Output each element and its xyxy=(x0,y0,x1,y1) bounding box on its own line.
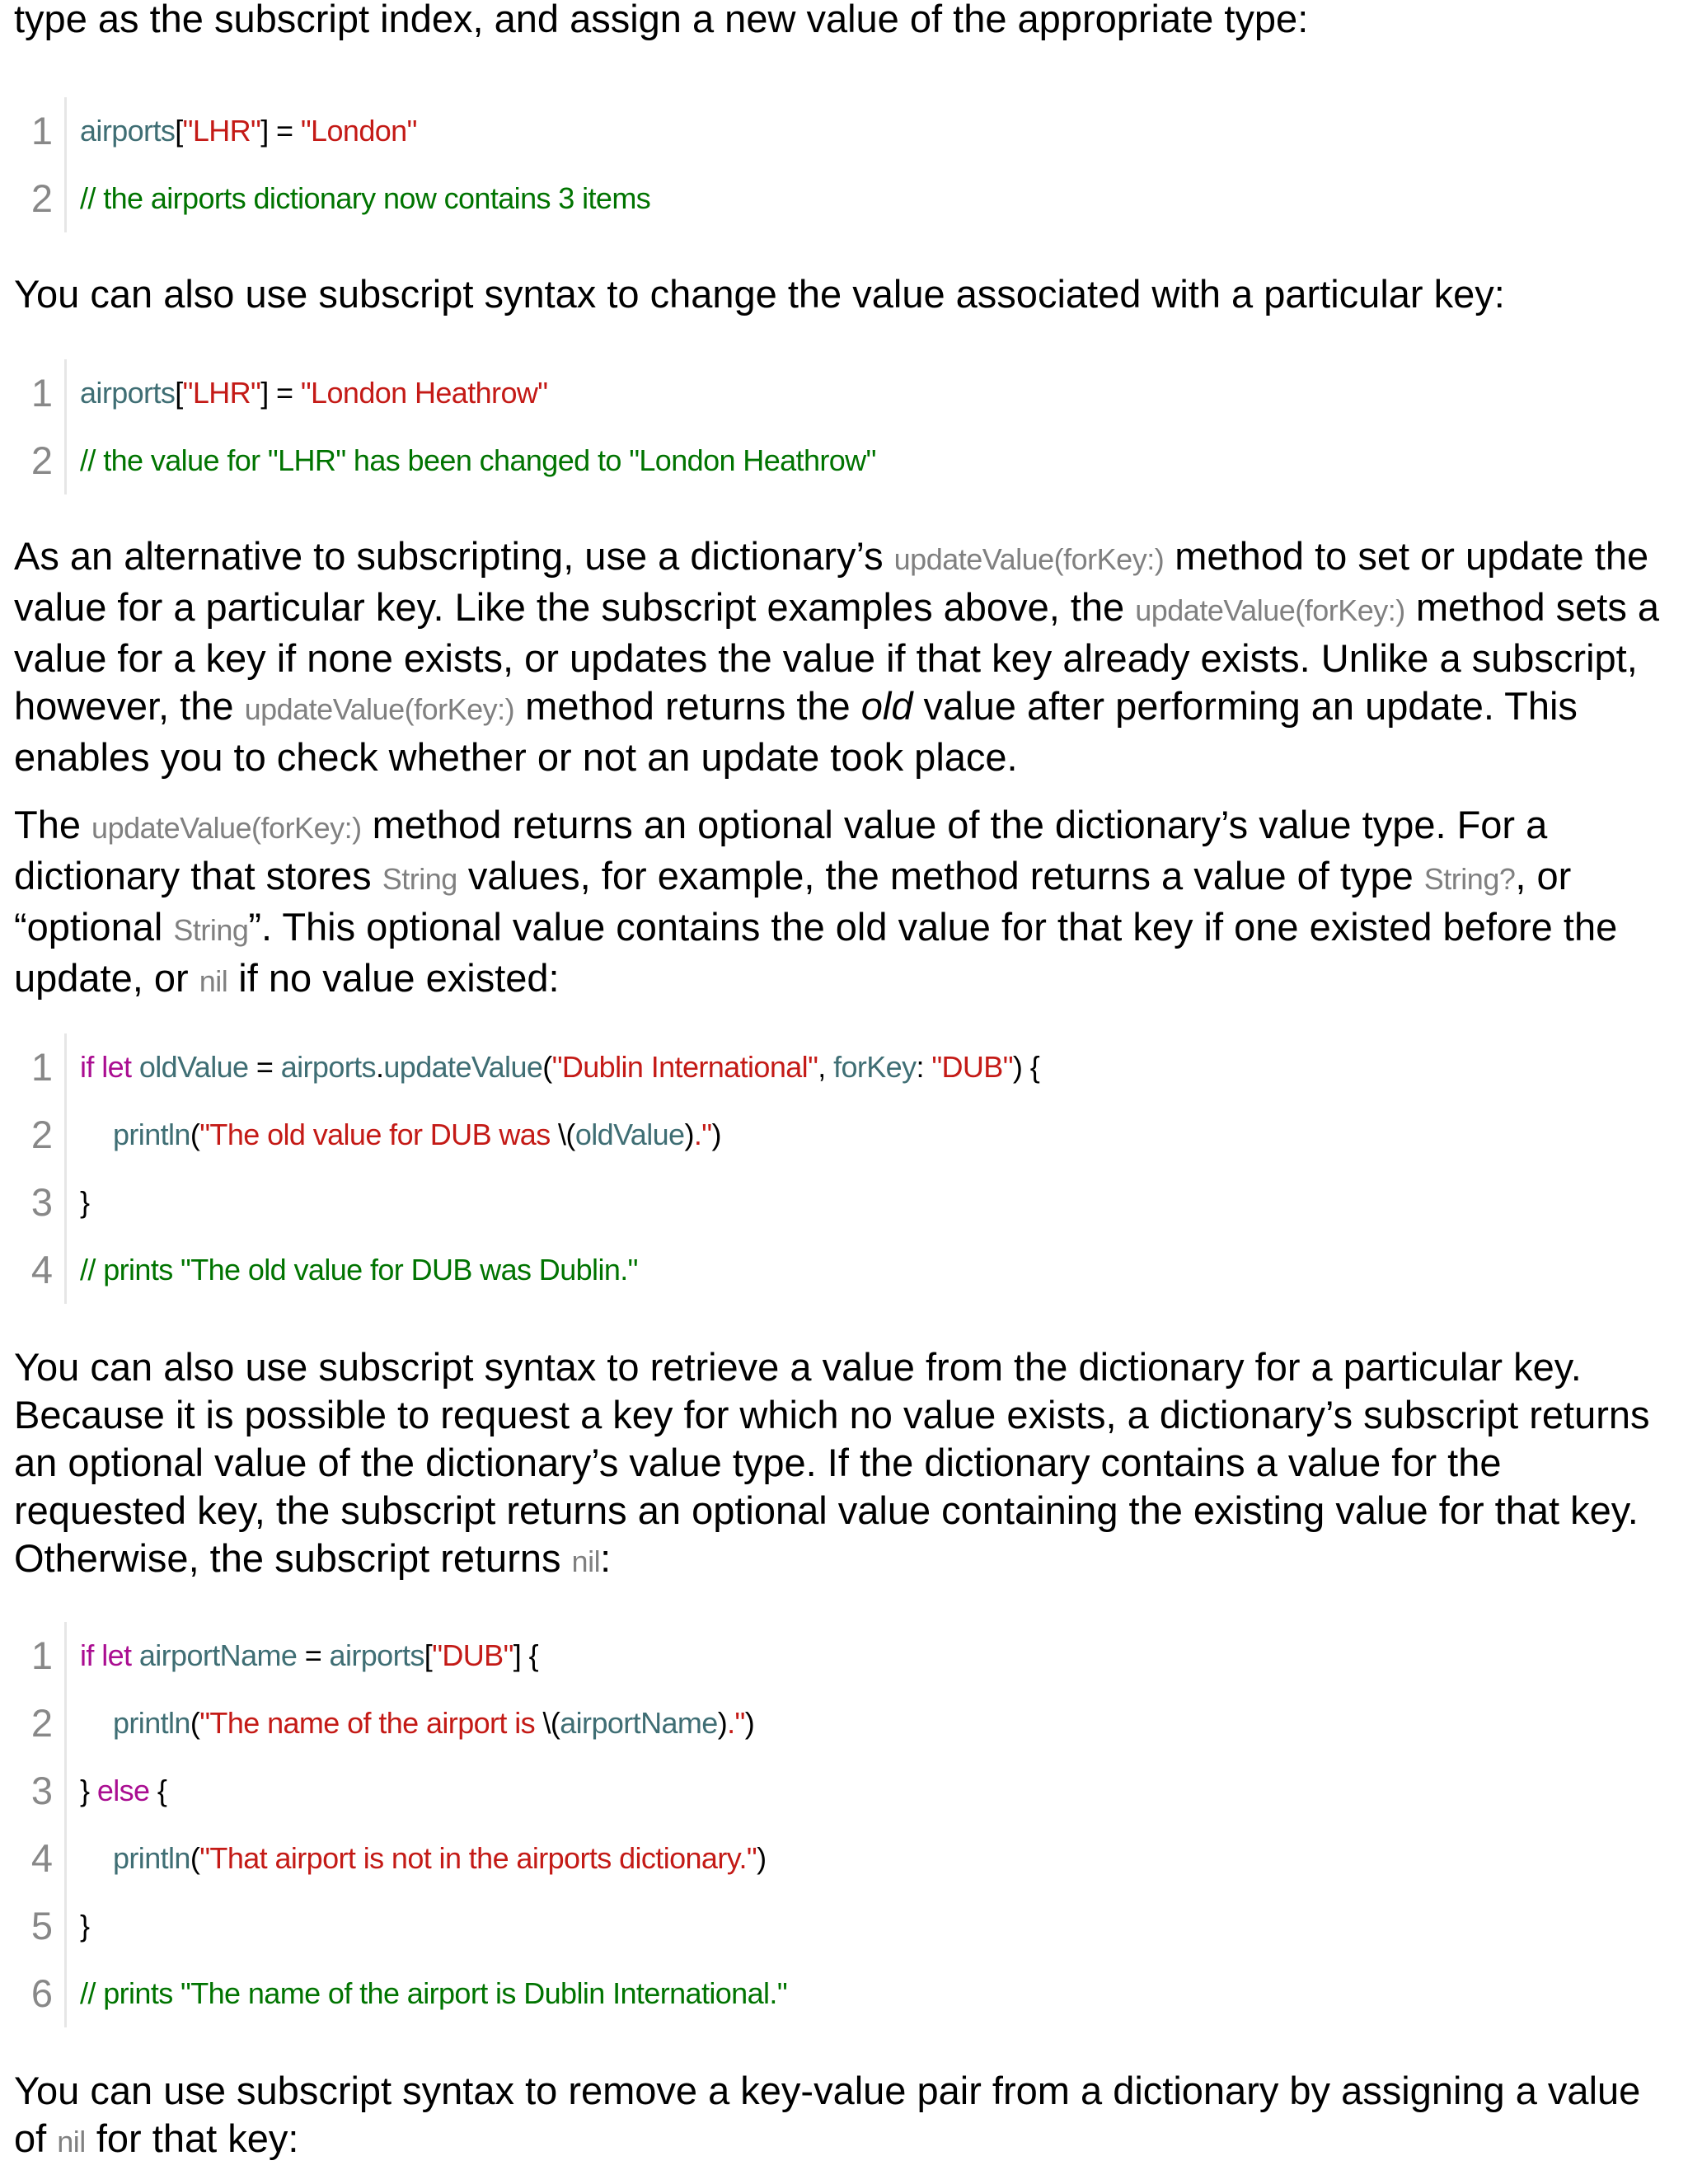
code-token: ) xyxy=(684,1118,694,1151)
code-token: oldValue xyxy=(574,1118,685,1151)
code-token: airportName xyxy=(560,1706,718,1740)
code-token: { xyxy=(149,1774,167,1807)
code-token: ) xyxy=(744,1706,755,1740)
code-line xyxy=(26,1622,787,1690)
line-number: 6 xyxy=(26,1960,67,2027)
text-run: : xyxy=(600,1536,612,1580)
paragraph-remove-pair xyxy=(14,2067,1675,2166)
code-text xyxy=(67,1976,787,2011)
code-block-4 xyxy=(26,1622,787,2027)
code-token: oldValue xyxy=(138,1050,249,1084)
code-token: [ xyxy=(175,376,183,410)
code-block-1 xyxy=(26,97,650,232)
code-token: "That airport is not in the airports dictionary." xyxy=(199,1841,757,1875)
inline-code: String xyxy=(173,913,249,947)
text-run: method to set or update the value for a particular key. Like the subscript examples above, the xyxy=(14,534,1649,629)
text-run: for that key: xyxy=(85,2116,299,2160)
code-token: airports xyxy=(329,1638,424,1672)
code-token: ) xyxy=(711,1118,721,1151)
paragraph-change-value: You can also use subscript syntax to change the value associated with a particular key: xyxy=(14,272,1505,316)
code-text xyxy=(67,443,876,478)
code-token: ) { xyxy=(1012,1050,1040,1084)
code-line xyxy=(26,1690,787,1757)
code-token: ] { xyxy=(513,1638,539,1672)
code-text xyxy=(67,376,547,410)
line-number: 4 xyxy=(26,1825,67,1892)
code-text xyxy=(67,1774,166,1808)
text-run: values, for example, the method returns a value of type xyxy=(457,854,1424,898)
inline-code: nil xyxy=(57,2125,86,2158)
code-token: : xyxy=(916,1050,932,1084)
line-number: 5 xyxy=(26,1892,67,1960)
code-token: if let xyxy=(80,1050,139,1084)
line-number: 1 xyxy=(26,359,67,427)
code-token: ." xyxy=(727,1706,745,1740)
inline-code: nil xyxy=(199,964,228,998)
code-text xyxy=(67,1185,89,1220)
code-text xyxy=(67,1118,721,1152)
code-token: ) xyxy=(717,1706,728,1740)
code-token: ( xyxy=(190,1841,200,1875)
text-run: value after performing an update. This enables you to check whether or not an update took place. xyxy=(14,684,1578,779)
text-run: if no value existed: xyxy=(227,956,560,1000)
code-token: } xyxy=(80,1909,90,1943)
code-token: \( xyxy=(558,1118,575,1151)
paragraph-intro: type as the subscript index, and assign a new value of the appropriate type: xyxy=(14,0,1309,40)
code-block-2 xyxy=(26,359,876,494)
code-token: "London Heathrow" xyxy=(300,376,548,410)
code-line xyxy=(26,165,650,232)
inline-code: updateValue(forKey:) xyxy=(91,811,362,845)
code-token: airportName xyxy=(138,1638,298,1672)
code-block-3 xyxy=(26,1033,1039,1304)
text-run: , or “optional xyxy=(14,854,1572,949)
line-number: 1 xyxy=(26,1033,67,1101)
code-token: println xyxy=(113,1118,190,1151)
code-text xyxy=(67,1050,1039,1085)
code-token: // the value for "LHR" has been changed to "London Heathrow" xyxy=(80,443,876,477)
emphasis-text: old xyxy=(860,684,913,728)
code-token: "LHR" xyxy=(182,376,261,410)
code-token: = xyxy=(248,1050,281,1084)
inline-code: updateValue(forKey:) xyxy=(244,692,515,726)
code-text xyxy=(67,1638,538,1673)
text-run: method sets a value for a key if none exists, or updates the value if that key already exists. Unlike a subscript, however, the xyxy=(14,585,1660,728)
code-token: println xyxy=(113,1841,190,1875)
paragraph-retrieve-value xyxy=(14,1343,1675,1586)
line-number: 2 xyxy=(26,427,67,494)
code-token: forKey xyxy=(833,1050,917,1084)
code-line xyxy=(26,1960,787,2027)
code-token: "The name of the airport is xyxy=(199,1706,543,1740)
inline-code: updateValue(forKey:) xyxy=(1135,593,1405,627)
inline-code: String? xyxy=(1423,862,1516,896)
code-text xyxy=(67,1909,89,1943)
code-token: . xyxy=(375,1050,384,1084)
text-run: method returns an optional value of the dictionary’s value type. For a dictionary that stores xyxy=(14,803,1548,898)
code-text xyxy=(67,1841,766,1876)
code-text xyxy=(67,181,650,216)
text-run: You can use subscript syntax to remove a key-value pair from a dictionary by assigning a value of xyxy=(14,2069,1641,2160)
code-token: "LHR" xyxy=(182,114,261,148)
code-text xyxy=(67,114,417,148)
line-number: 3 xyxy=(26,1169,67,1236)
text-run: The xyxy=(14,803,92,846)
code-token: ] = xyxy=(260,114,301,148)
line-number: 3 xyxy=(26,1757,67,1825)
code-token: if let xyxy=(80,1638,139,1672)
code-token: [ xyxy=(424,1638,433,1672)
code-token: ( xyxy=(190,1118,200,1151)
code-line xyxy=(26,359,876,427)
code-token: else xyxy=(96,1774,150,1807)
code-line xyxy=(26,1101,1039,1169)
line-number: 1 xyxy=(26,1622,67,1690)
code-token: "London" xyxy=(300,114,417,148)
code-token: // the airports dictionary now contains 3 items xyxy=(80,181,651,215)
code-text xyxy=(67,1706,754,1741)
code-token: println xyxy=(113,1706,190,1740)
code-line xyxy=(26,427,876,494)
line-number: 2 xyxy=(26,1101,67,1169)
inline-code: nil xyxy=(571,1544,601,1578)
code-token: ." xyxy=(693,1118,712,1151)
code-line xyxy=(26,1033,1039,1101)
inline-code: String xyxy=(382,862,457,896)
code-token: // prints "The old value for DUB was Dublin." xyxy=(80,1253,638,1286)
text-run: ”. This optional value contains the old value for that key if one existed before the update, or xyxy=(14,905,1618,1000)
paragraph-update-value xyxy=(14,532,1675,781)
code-line xyxy=(26,1757,787,1825)
inline-code: updateValue(forKey:) xyxy=(893,542,1165,576)
code-token: airports xyxy=(280,1050,376,1084)
line-number: 2 xyxy=(26,165,67,232)
code-token: [ xyxy=(175,114,183,148)
code-token: "The old value for DUB was xyxy=(199,1118,559,1151)
line-number: 2 xyxy=(26,1690,67,1757)
code-line xyxy=(26,1236,1039,1304)
code-text xyxy=(67,1253,638,1287)
code-token: } xyxy=(80,1774,97,1807)
code-token: // prints "The name of the airport is Dublin International." xyxy=(80,1976,788,2010)
text-run: As an alternative to subscripting, use a dictionary’s xyxy=(14,534,894,578)
code-token: "DUB" xyxy=(931,1050,1013,1084)
line-number: 1 xyxy=(26,97,67,165)
code-token: \( xyxy=(542,1706,560,1740)
code-token: "Dublin International" xyxy=(551,1050,818,1084)
code-token: ) xyxy=(757,1841,767,1875)
code-token: } xyxy=(80,1185,90,1219)
code-line xyxy=(26,1169,1039,1236)
text-run: You can also use subscript syntax to retrieve a value from the dictionary for a particular key. Because it is possible to request a key for which no value exists, a dictionary’s subscript returns an optional value of the dictionary’s value type. If the dictionary contains a value for the requested key, the subscript returns an optional value containing the existing value for that key. Otherwise, the subscript returns xyxy=(14,1345,1650,1580)
code-line xyxy=(26,97,650,165)
line-number: 4 xyxy=(26,1236,67,1304)
code-line xyxy=(26,1825,787,1892)
code-token: airports xyxy=(80,376,176,410)
paragraph-optional-return xyxy=(14,801,1675,1005)
text-run: method returns the xyxy=(514,684,861,728)
code-line xyxy=(26,1892,787,1960)
code-token: , xyxy=(818,1050,834,1084)
code-token: ( xyxy=(190,1706,200,1740)
code-token: ] = xyxy=(260,376,301,410)
code-token: "DUB" xyxy=(432,1638,513,1672)
code-token: ( xyxy=(542,1050,552,1084)
code-token: = xyxy=(297,1638,330,1672)
code-token: airports xyxy=(80,114,176,148)
code-token: updateValue xyxy=(383,1050,543,1084)
